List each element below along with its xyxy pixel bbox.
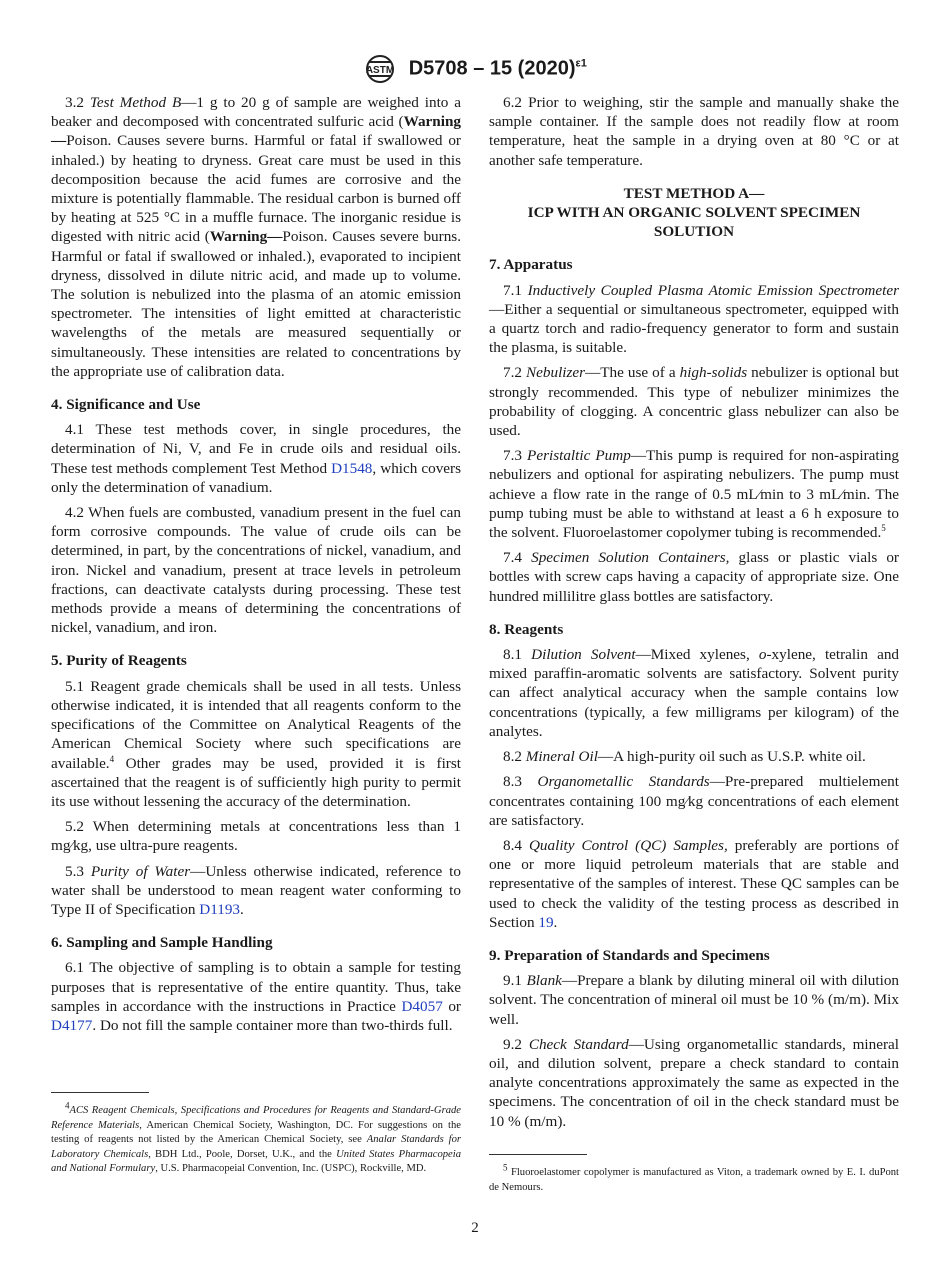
text-run: 5.1 Reagent grade chemicals shall be used in all tests. Unless otherwise indicated, it is intended that all reagents conform to the specifications of the Committee on Analytical Reagents of the American Chemical Society where such specifications are available. <box>51 677 461 772</box>
text-run: . Do not fill the sample container more than two-thirds full. <box>92 1016 453 1034</box>
footnote-ref: 5 <box>503 1162 508 1173</box>
text-run: 8.1 <box>503 646 532 664</box>
paragraph <box>489 93 899 170</box>
text-run: —The use of a <box>585 364 680 382</box>
text-run: TEST METHOD A— ICP WITH AN ORGANIC SOLVENT SPECIMEN SOLUTION <box>527 184 861 241</box>
paragraph <box>51 93 461 381</box>
text-run: Mineral Oil <box>525 748 598 766</box>
reference-link[interactable]: D4177 <box>51 1016 93 1034</box>
text-run: —Prepare a blank by diluting mineral oil with dilution solvent. The concentration of mineral oil must be 10 % (m/m). Mix well. <box>489 972 900 1028</box>
text-run: 3.2 <box>65 94 90 111</box>
text-run: . <box>553 913 558 931</box>
text-run: Check Standard <box>528 1035 629 1053</box>
text-run: 7. Apparatus <box>489 256 573 274</box>
paragraph <box>489 772 899 830</box>
section-heading <box>489 620 899 639</box>
footnote-4 <box>51 1092 461 1177</box>
text-run: 6.2 Prior to weighing, stir the sample and manually shake the sample container. If the sample does not readily flow at room temperature, heat the sample in a drying oven at 80 °C or at another safe temperature. <box>489 94 899 169</box>
text-run: 7.2 <box>503 364 527 382</box>
paragraph <box>51 503 461 637</box>
text-run: 8. Reagents <box>489 620 564 638</box>
document-designation: D5708 – 15 (2020) <box>408 57 576 80</box>
text-run: —A high-purity oil such as U.S.P. white oil. <box>597 748 866 766</box>
text-run: Test Method B <box>89 94 182 111</box>
svg-text:ASTM: ASTM <box>365 65 395 76</box>
text-run: or <box>442 997 461 1015</box>
section-heading <box>51 395 461 414</box>
text-run: Peristaltic Pump <box>527 447 631 465</box>
paragraph <box>489 971 899 1029</box>
astm-logo-icon <box>363 54 397 84</box>
text-run: Dilution Solvent <box>531 646 636 664</box>
text-run: Other grades may be used, provided it is first ascertained that the reagent is of sufficiently high purity to permit its use without lessening the accuracy of the determination. <box>51 754 461 810</box>
page-number: 2 <box>471 1220 479 1236</box>
designation-superscript: ε1 <box>575 57 587 70</box>
text-run: 4.2 When fuels are combusted, vanadium present in the fuel can form corrosive compounds. The value of crude oils can be determined, in part, by the concentrations of nickel, vanadium, and iron. Nickel and vanadium, present at trace levels in petroleum fractions, can deactivate catalysts during processing. These test methods provide a means of determining the concentrations of nickel, vanadium, and iron. <box>51 504 461 637</box>
paragraph <box>489 446 899 542</box>
footnote-5 <box>489 1154 899 1195</box>
footnote-ref: 5 <box>881 523 886 533</box>
text-run: Poison. Causes severe burns. Harmful or fatal if swallowed or inhaled.) by heating to dryness. Great care must be used in this decomposition because the acid fumes are corrosive and the mixture is potentially flammable. The residual carbon is burned off by heating at 525 °C in a muffle furnace. The inorganic residue is digested with nitric acid ( <box>51 132 461 246</box>
paragraph <box>51 958 461 1035</box>
paragraph <box>51 677 461 811</box>
text-run: —Using organometallic standards, mineral oil, and dilution solvent, prepare a check standard to contain analyte concentrations approximately the same as expected in the specimens. The concentration of oil in the check standard must be 10 % (m/m). <box>489 1035 900 1130</box>
paragraph <box>489 836 899 932</box>
text-run: Inductively Coupled Plasma Atomic Emission Spectrometer <box>527 281 900 299</box>
paragraph <box>489 281 899 358</box>
text-run: , BDH Ltd., Poole, Dorset, U.K., and the <box>148 1148 337 1160</box>
reference-link[interactable]: D1193 <box>199 900 241 918</box>
text-run: Poison. Causes severe burns. Harmful or fatal if swallowed or inhaled.), evaporated to incipient dryness, dissolved in dilute nitric acid, and made up to volume. The solution is nebulized into the plasma of an atomic emission spectrometer. The intensities of light emitted at characteristic wavelengths of the metals are measured sequentially or simultaneously. These intensities are related to concentrations by the appropriate use of calibration data. <box>51 228 461 380</box>
text-run: Organometallic Standards <box>537 773 710 791</box>
footnote-ref: 4 <box>109 753 115 764</box>
text-run: , which covers only the determination of vanadium. <box>51 459 461 496</box>
text-run: , U.S. Pharmacopeial Convention, Inc. (USPC), Rockville, MD. <box>155 1163 427 1175</box>
paragraph <box>51 817 461 855</box>
footnote-rule <box>51 1092 149 1093</box>
text-run: 9. Preparation of Standards and Specimens <box>489 946 770 964</box>
paragraph <box>489 1035 899 1131</box>
text-run: high-solids <box>679 364 748 382</box>
text-run: —Pre-prepared multielement concentrates containing 100 mg⁄kg concentrations of each element are satisfactory. <box>489 773 899 829</box>
text-run: 7.1 <box>503 281 528 299</box>
section-heading <box>489 946 899 965</box>
page-header <box>0 54 950 84</box>
text-run: Nebulizer <box>526 364 586 382</box>
text-run: 5. Purity of Reagents <box>51 652 187 670</box>
text-run: 5.3 <box>65 862 91 880</box>
text-run: Blank <box>526 972 562 990</box>
reference-link[interactable]: 19 <box>538 913 554 931</box>
section-heading <box>51 651 461 670</box>
reference-link[interactable]: D4057 <box>401 997 443 1015</box>
text-run: 6.1 The objective of sampling is to obtain a sample for testing purposes that is representative of the entire quantity. Thus, take samples in accordance with the instructions in Practice <box>51 959 461 1015</box>
text-run: 9.2 <box>503 1035 529 1053</box>
footnote-rule <box>489 1154 587 1155</box>
text-run: United States Pharmacopeia and National Formulary <box>51 1148 461 1175</box>
text-run: 7.3 <box>503 447 528 465</box>
text-run: 8.2 <box>503 748 526 766</box>
section-heading <box>51 933 461 952</box>
text-run: , American Chemical Society, Washington, DC. For suggestions on the testing of reagents not listed by the American Chemical Society, see <box>51 1119 462 1146</box>
text-run: Quality Control (QC) Samples, <box>528 836 728 854</box>
text-run: 7.4 <box>503 549 532 567</box>
text-run: 8.3 <box>503 773 538 791</box>
text-run: 8.4 <box>503 836 529 854</box>
text-run: ACS Reagent Chemicals, Specifications and Procedures for Reagents and Standard-Grade Reference Materials <box>51 1105 461 1131</box>
text-run: Warning— <box>209 228 283 246</box>
text-run: Purity of Water <box>90 862 191 880</box>
paragraph <box>489 548 899 606</box>
text-run: 4.1 These test methods cover, in single procedures, the determination of Ni, V, and Fe in crude oils and residual oils. These test methods complement Test Method <box>51 421 461 477</box>
left-column <box>51 93 461 1041</box>
text-run: glass or plastic vials or bottles with screw caps having a capacity of appropriate size. One hundred millilitre glass bottles are satisfactory. <box>489 549 899 605</box>
paragraph <box>489 747 899 766</box>
text-run: Warning— <box>51 113 461 150</box>
paragraph <box>489 645 899 741</box>
text-run: 4. Significance and Use <box>51 396 201 414</box>
text-run: 5.2 When determining metals at concentrations less than 1 mg⁄kg, use ultra-pure reagents. <box>51 818 461 855</box>
right-column <box>489 93 899 1137</box>
text-run: —Either a sequential or simultaneous spectrometer, equipped with a quartz torch and radio-frequency generator to form and sustain the plasma, is suitable. <box>489 300 899 357</box>
text-run: Analar Standards for Laboratory Chemicals <box>51 1134 461 1160</box>
paragraph <box>51 420 461 497</box>
paragraph <box>51 862 461 920</box>
text-run: 6. Sampling and Sample Handling <box>51 934 273 952</box>
text-run: preferably are portions of one or more liquid petroleum materials that are stable and representative of the samples of interest. These QC samples can be used to check the validity of the testing process as described in Section <box>489 836 899 931</box>
text-run: nebulizer is optional but strongly recommended. This type of nebulizer minimizes the probability of clogging. A concentric glass nebulizer can also be used. <box>489 364 900 440</box>
footnote-ref: 4 <box>65 1100 70 1111</box>
text-run: 9.1 <box>503 972 527 990</box>
text-run: o <box>758 646 767 664</box>
text-run: —Unless otherwise indicated, reference to water shall be understood to mean reagent water conforming to Type II of Specification <box>51 862 461 918</box>
test-method-heading <box>489 184 899 242</box>
paragraph <box>489 363 899 440</box>
reference-link[interactable]: D1548 <box>331 459 373 477</box>
text-run: -xylene, tetralin and mixed paraffin-aromatic solvents are satisfactory. Solvent purity can affect analytical accuracy when the sample contains low concentrations (typically, a few milligrams per kilogram) of the analytes. <box>489 646 900 740</box>
text-run: —This pump is required for non-aspirating nebulizers and optional for aspirating nebulizers. The pump must achieve a flow rate in the range of 0.5 mL⁄min to 3 mL⁄min. The pump tubing must be able to withstand at least a 6 h exposure to the solvent. Fluoroelastomer copolymer tubing is recommended. <box>489 447 900 542</box>
text-run: . <box>240 900 244 918</box>
text-run: Specimen Solution Containers, <box>531 549 730 567</box>
text-run: —Mixed xylenes, <box>635 646 759 664</box>
text-run: Fluoroelastomer copolymer is manufactured as Viton, a trademark owned by E. I. duPont de Nemours. <box>489 1167 899 1193</box>
text-run: —1 g to 20 g of sample are weighed into a beaker and decomposed with concentrated sulfuric acid ( <box>51 94 462 131</box>
section-heading <box>489 255 899 274</box>
